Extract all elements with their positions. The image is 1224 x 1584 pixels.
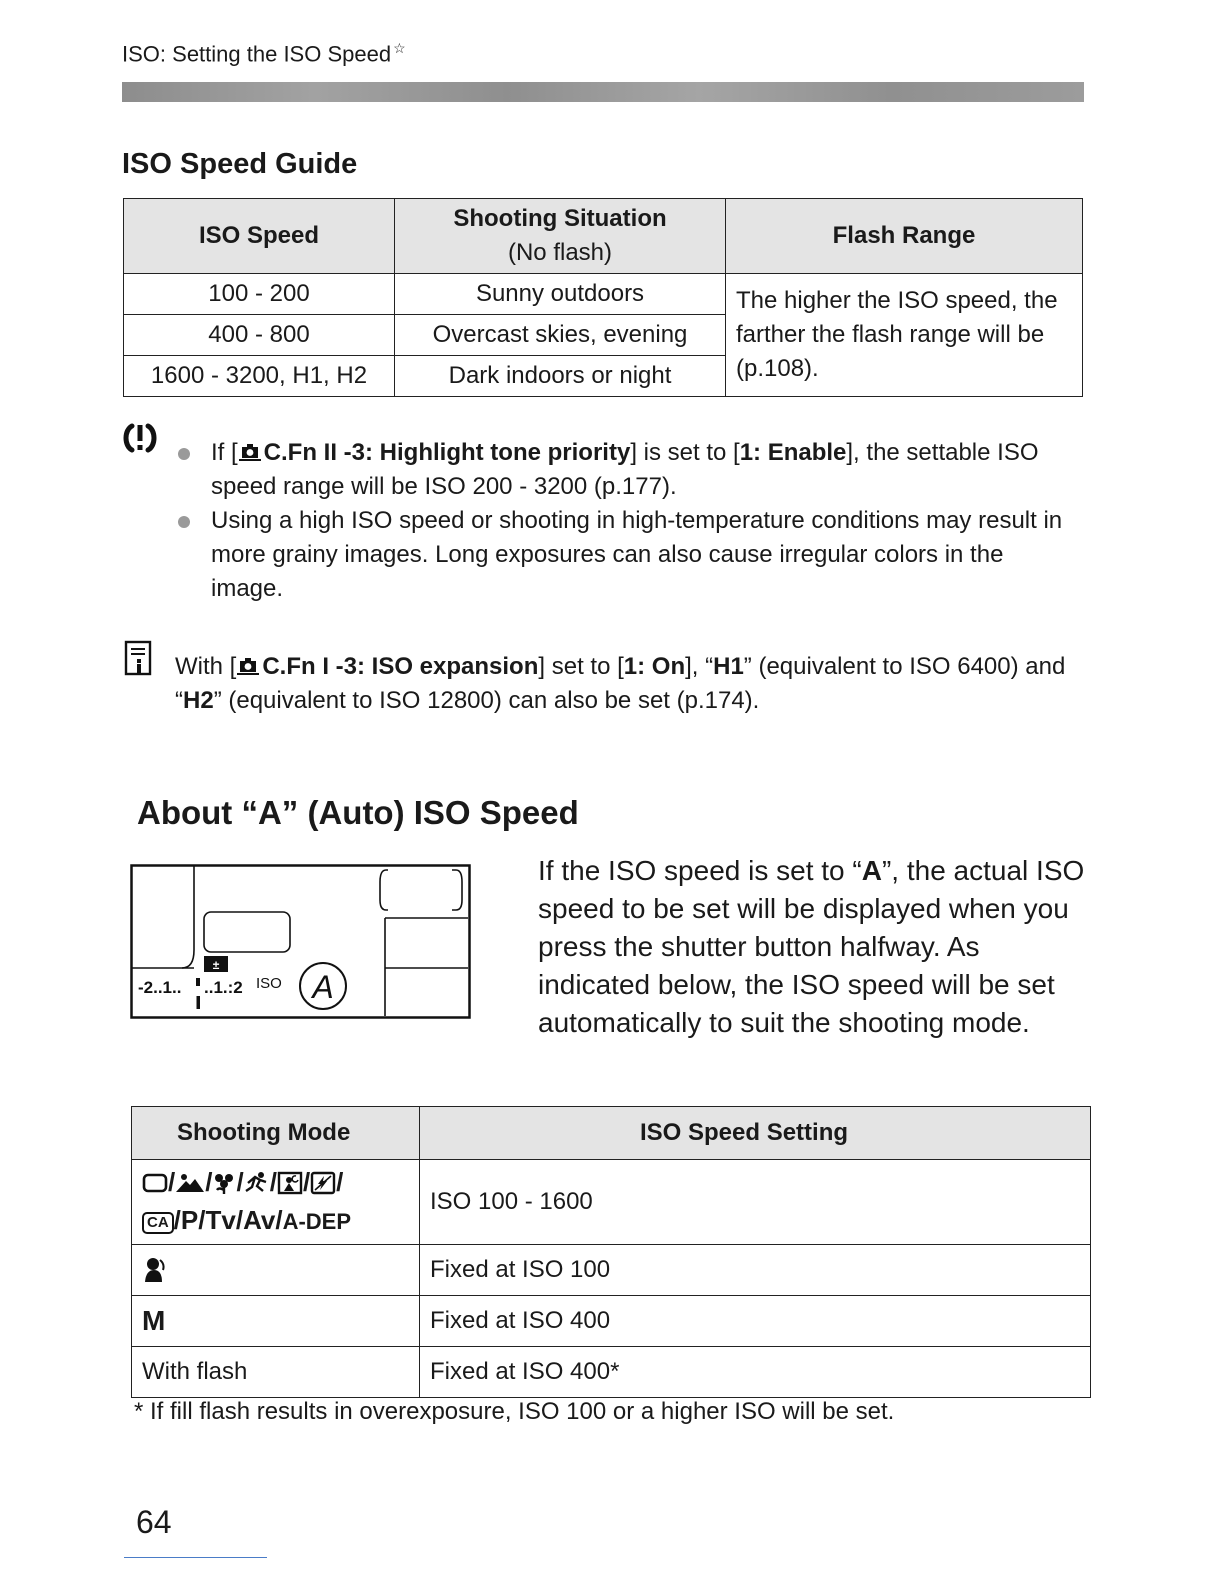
section-title-iso-speed-guide: ISO Speed Guide (122, 148, 358, 180)
list-item (178, 436, 1078, 504)
full-auto-icon (142, 1172, 168, 1194)
mode-sep: / (269, 1167, 277, 1197)
caution-text: Using a high ISO speed or shooting in high-temperature conditions may result in more grainy images. Long exposures can also cause irregular colors in the image. (211, 507, 1063, 602)
col-header-iso-setting: ISO Speed Setting (420, 1107, 1091, 1160)
page-number: 64 (136, 1504, 172, 1540)
cell-situation: Dark indoors or night (395, 356, 726, 397)
auto-iso-table (131, 1106, 1091, 1398)
page-number-rule (124, 1557, 267, 1558)
col-header-shooting-situation (395, 199, 726, 274)
cell-iso-setting: Fixed at ISO 400* (420, 1347, 1091, 1398)
star-icon: ☆ (393, 40, 406, 56)
table-row (132, 1347, 1091, 1398)
header-label: Setting the ISO Speed (166, 41, 392, 67)
cell-iso: 1600 - 3200, H1, H2 (124, 356, 395, 397)
table-header-row (124, 199, 1083, 274)
header-rule-bar (122, 82, 1084, 102)
cell-iso: 400 - 800 (124, 315, 395, 356)
mode-sep: / (336, 1167, 344, 1197)
cell-iso-setting: Fixed at ISO 400 (420, 1296, 1091, 1347)
mode-a-dep: A-DEP (282, 1209, 352, 1234)
mode-sep: / (198, 1205, 206, 1235)
sports-icon (244, 1171, 270, 1195)
auto-iso-glyph: A (312, 969, 334, 1005)
flash-exposure-icon: ± (212, 958, 220, 972)
table-footnote: * If fill flash results in overexposure, ISO 100 or a higher ISO will be set. (134, 1398, 895, 1425)
bullet-dot-icon (178, 448, 190, 460)
cell-manual-mode: M (132, 1296, 420, 1347)
cell-iso-setting: Fixed at ISO 100 (420, 1245, 1091, 1296)
col-header-flash-range: Flash Range (726, 199, 1083, 274)
mode-sep: / (205, 1167, 213, 1197)
table-row (124, 274, 1083, 315)
mode-sep: / (302, 1167, 311, 1197)
running-header (122, 40, 406, 67)
caution-text: ] is set to [ (630, 439, 740, 466)
mode-sep: / (235, 1205, 244, 1235)
section-title-auto-iso: About “A” (Auto) ISO Speed (137, 794, 579, 831)
memo-note (175, 650, 1075, 718)
auto-iso-description (538, 852, 1098, 1042)
exposure-scale-end: ..1.:2 (204, 978, 243, 997)
about-text: ”, the actual ISO speed to be set will be displayed when you press the shutter button halfway. As indicated below, the ISO speed will be set automatically to suit the shooting mode. (538, 855, 1085, 1038)
caution-list (178, 436, 1078, 606)
lcd-iso-label: ISO (256, 975, 282, 992)
mode-sep: / (236, 1167, 244, 1197)
memo-text: With [ (175, 653, 237, 680)
about-text: If the ISO speed is set to “ (538, 855, 862, 886)
memo-bold: 1: On (623, 653, 686, 680)
caution-text: If [ (211, 439, 238, 466)
portrait-icon (142, 1256, 166, 1284)
cell-mode-icons (132, 1160, 420, 1245)
cell-portrait-mode (132, 1245, 420, 1296)
memo-text: ” (equivalent to ISO 12800) can also be set (p.174). (213, 687, 760, 714)
caution-text: ], the settable ISO speed range will be ISO 200 - 3200 (p.177). (211, 439, 1039, 500)
mode-shutter-priority: Tv (205, 1205, 236, 1235)
caution-bold: 1: Enable (739, 439, 847, 466)
creative-auto-icon: CA (142, 1212, 174, 1234)
cell-situation: Overcast skies, evening (395, 315, 726, 356)
cell-situation: Sunny outdoors (395, 274, 726, 315)
header-separator: : (159, 41, 167, 67)
custom-function-icon (236, 656, 262, 676)
close-up-icon (212, 1171, 236, 1195)
cell-iso-setting: ISO 100 - 1600 (420, 1160, 1091, 1245)
caution-icon (122, 420, 158, 456)
table-header-row (132, 1107, 1091, 1160)
landscape-icon (175, 1172, 205, 1194)
memo-bold: C.Fn I -3: ISO expansion (262, 653, 539, 680)
night-portrait-icon (277, 1171, 303, 1195)
cell-flash-range: The higher the ISO speed, the farther the flash range will be (p.108). (726, 274, 1083, 397)
header-iso-mark: ISO (122, 41, 160, 67)
col-header-situation-main: Shooting Situation (453, 205, 667, 233)
memo-text: ], “ (685, 653, 714, 680)
col-header-situation-sub: (No flash) (507, 239, 613, 266)
mode-sep: / (275, 1205, 283, 1235)
cell-with-flash: With flash (132, 1347, 420, 1398)
mode-program: P (180, 1205, 199, 1235)
custom-function-icon (238, 442, 264, 462)
iso-speed-guide-table (123, 198, 1083, 397)
mode-icons-line-2 (142, 1201, 418, 1241)
table-row (132, 1296, 1091, 1347)
table-row (132, 1245, 1091, 1296)
table-row (132, 1160, 1091, 1245)
flash-off-icon (310, 1171, 336, 1195)
mode-sep: / (168, 1167, 176, 1197)
mode-aperture-priority: Av (243, 1205, 276, 1235)
mode-icons-line-1 (142, 1163, 418, 1201)
memo-text: ” (equivalent to ISO 6400) and “ (175, 653, 1066, 714)
exposure-scale: -2..1.. (138, 978, 182, 997)
memo-bold: H1 (713, 653, 744, 680)
bullet-dot-icon (178, 516, 190, 528)
memo-text: ] set to [ (538, 653, 624, 680)
col-header-shooting-mode: Shooting Mode (132, 1107, 420, 1160)
about-bold: A (861, 855, 882, 886)
caution-bold: C.Fn II -3: Highlight tone priority (263, 439, 631, 466)
lcd-panel-illustration (130, 864, 472, 1022)
mode-sep: / (173, 1205, 181, 1235)
memo-bold: H2 (183, 687, 214, 714)
list-item (178, 504, 1078, 606)
cell-iso: 100 - 200 (124, 274, 395, 315)
col-header-iso-speed: ISO Speed (124, 199, 395, 274)
memo-icon (124, 640, 154, 678)
